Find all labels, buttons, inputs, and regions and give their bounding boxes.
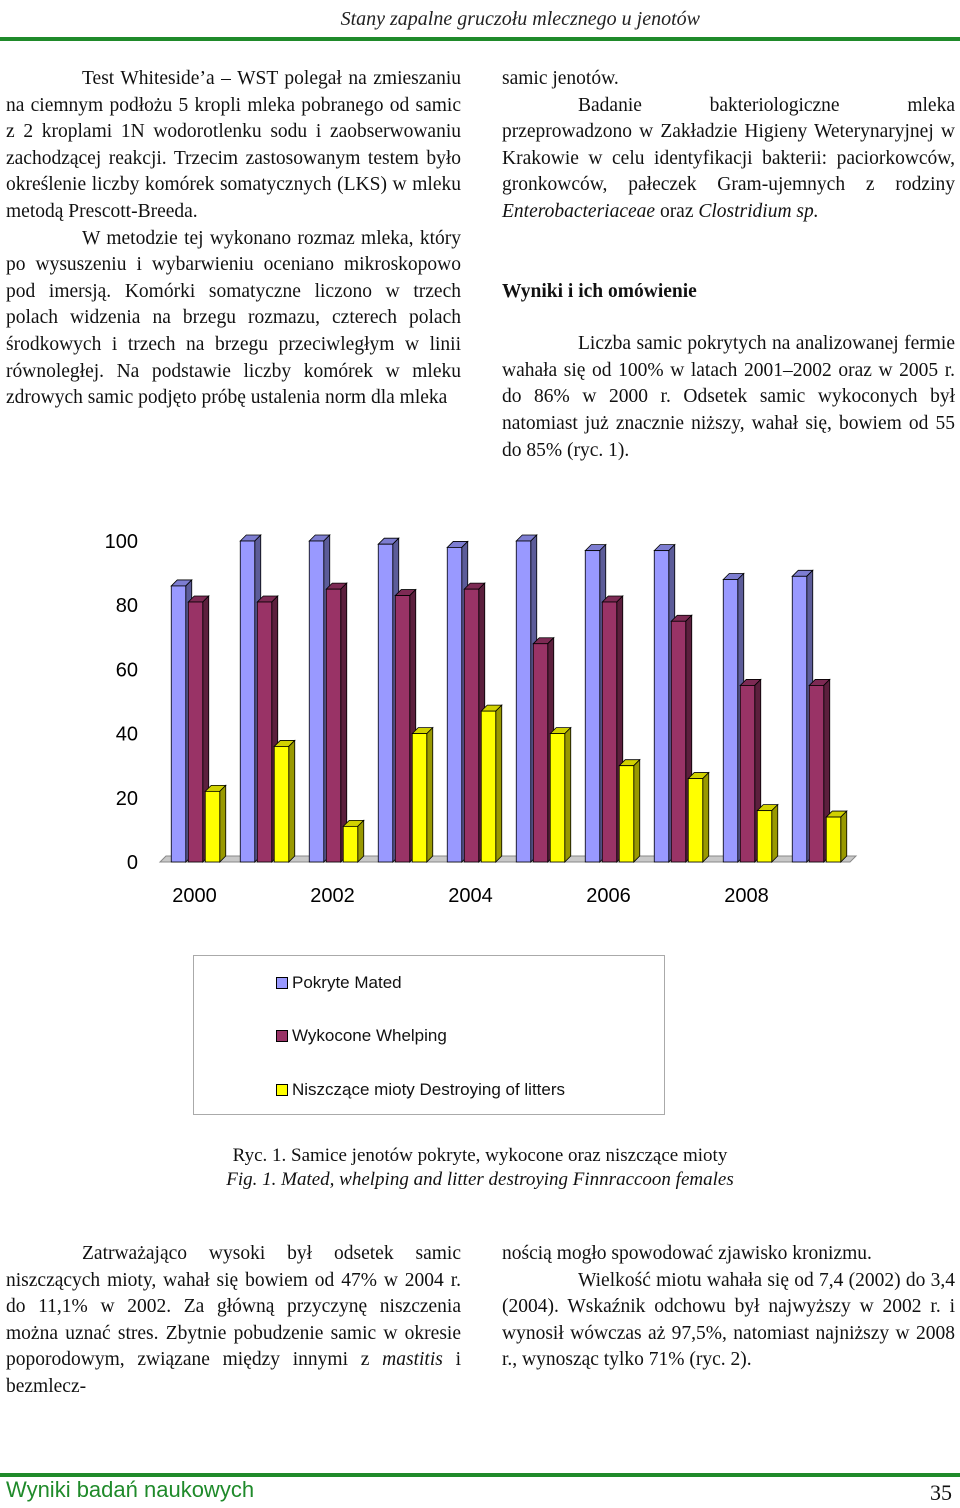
- bar-side: [427, 728, 433, 862]
- bar: [602, 602, 617, 862]
- legend-swatch: [276, 1084, 288, 1096]
- y-tick-label: 100: [104, 531, 138, 553]
- paragraph: Wielkość miotu wahała się od 7,4 (2002) do 3,4 (2004). Wskaźnik odchowu był najwyższy w 2002 r. i wynosił wówczas aż 97,5%, natomiast najniższy w 2008 r., wynosząc tylko 71% (ryc. 2).: [502, 1269, 955, 1371]
- legend-label: Pokryte Mated: [292, 973, 402, 992]
- bar-side: [565, 728, 571, 862]
- bar: [274, 746, 289, 862]
- bar: [481, 711, 496, 862]
- bar: [740, 685, 755, 862]
- bar: [378, 544, 393, 862]
- bar: [188, 602, 203, 862]
- bar-side: [496, 705, 502, 862]
- bar: [757, 811, 772, 862]
- legend-item: [276, 1080, 565, 1100]
- y-tick-label: 20: [115, 787, 138, 810]
- legend-label: Niszczące mioty Destroying of litters: [292, 1080, 566, 1099]
- bar-side: [341, 583, 347, 862]
- y-tick-label: 0: [126, 852, 138, 874]
- bar-side: [289, 740, 295, 862]
- y-tick-label: 80: [115, 595, 138, 618]
- x-tick-label: 2004: [448, 885, 493, 907]
- bar: [792, 576, 807, 862]
- paragraph: nością mogło spowodować zjawisko kronizmu.: [502, 1243, 872, 1264]
- running-title: Stany zapalne gruczołu mlecznego u jenotów: [340, 8, 700, 30]
- y-tick-label: 60: [115, 659, 138, 682]
- paragraph: Badanie bakteriologiczne mleka przeprowadzono w Zakładzie Higieny Weterynaryjnej w Krakowie w celu identyfikacji bakterii: paciorkowców, gronkowców, pałeczek Gram-ujemnych z rodziny Enterobacteriaceae oraz Clostridium sp.: [502, 94, 955, 222]
- header-rule: [0, 37, 960, 41]
- paragraph: Test Whiteside’a – WST polegał na zmieszaniu na ciemnym podłożu 5 kropli mleka pobranego od samic z 2 kroplami 1N wodorotlenku sodu i zaobserwowaniu zachodzącej reakcji. Trzecim zastosowanym testem było określenie liczby komórek somatycznych (LKS) w mleku metodą Prescott-Breeda.: [6, 68, 461, 222]
- figure-caption-pl: Ryc. 1. Samice jenotów pokryte, wykocone oraz niszczące mioty: [232, 1145, 728, 1166]
- bar: [516, 541, 531, 862]
- bar: [826, 817, 841, 862]
- page-number: 35: [930, 1480, 952, 1505]
- bar: [723, 580, 738, 862]
- legend-swatch: [276, 977, 288, 989]
- bar: [671, 621, 686, 862]
- bar-chart: [80, 515, 880, 935]
- bar-side: [358, 820, 364, 862]
- footer-section-title: Wyniki badań naukowych: [6, 1477, 255, 1502]
- section-heading: Wyniki i ich omówienie: [502, 280, 697, 302]
- legend-item: [276, 973, 402, 993]
- bar: [447, 547, 462, 862]
- bar: [240, 541, 255, 862]
- figure-caption-en: Fig. 1. Mated, whelping and litter destroying Finnraccoon females: [226, 1169, 734, 1190]
- left-column-top: [6, 66, 461, 412]
- paragraph: Zatrważająco wysoki był odsetek samic niszczących mioty, wahał się bowiem od 47% w 2004 r. do 11,1% w 2002. Za główną przyczynę niszczenia można uznać stres. Zbytnie pobudzenie samic w okresie poporodowym, związane między innymi z mastitis i bezmlecz-: [6, 1243, 462, 1397]
- chart-legend: [193, 955, 665, 1115]
- bar: [412, 734, 427, 862]
- y-tick-label: 40: [115, 723, 138, 746]
- taxon-name: Enterobacteriaceae: [502, 200, 656, 222]
- x-tick-label: 2000: [172, 885, 217, 907]
- bar: [585, 551, 600, 862]
- bar: [619, 766, 634, 862]
- x-tick-label: 2002: [310, 885, 355, 907]
- bar: [550, 734, 565, 862]
- legend-item: [276, 1026, 447, 1046]
- x-tick-label: 2006: [586, 885, 631, 907]
- paragraph: samic jenotów.: [502, 68, 619, 89]
- taxon-name: Clostridium sp.: [698, 200, 819, 222]
- bar: [171, 586, 186, 862]
- bar-side: [634, 760, 640, 862]
- right-column-bottom: [502, 1241, 955, 1374]
- bar: [688, 779, 703, 862]
- bar: [654, 551, 669, 862]
- term: mastitis: [382, 1349, 443, 1371]
- bar-side: [772, 805, 778, 862]
- bar-side: [703, 773, 709, 862]
- bar: [809, 685, 824, 862]
- left-column-bottom: [6, 1241, 461, 1401]
- paragraph: W metodzie tej wykonano rozmaz mleka, który po wysuszeniu i wybarwieniu oceniano mikroskopowo pod imersją. Komórki somatyczne liczono w trzech polach widzenia na brzegu rozmazu, czterech polach środkowych i trzech na brzegu przeciwległym w linii równoległej. Na podstawie liczby komórek w mleku zdrowych samic podjęto próbę ustalenia norm dla mleka: [6, 227, 461, 409]
- bar: [343, 826, 358, 862]
- right-column-top: [502, 66, 955, 464]
- paragraph: Liczba samic pokrytych na analizowanej fermie wahała się od 100% w latach 2001–2002 oraz w 2005 r. do 86% w 2000 r. Odsetek samic wykoconych był natomiast już znacznie niższy, wahał się, bowiem od 55 do 85% (ryc. 1).: [502, 333, 955, 461]
- bar: [464, 589, 479, 862]
- bar-side: [841, 811, 847, 862]
- x-tick-label: 2008: [724, 885, 769, 907]
- bar-side: [220, 785, 226, 862]
- bar: [395, 596, 410, 862]
- bar: [533, 644, 548, 862]
- legend-swatch: [276, 1030, 288, 1042]
- bar: [326, 589, 341, 862]
- bar: [205, 791, 220, 862]
- bar: [309, 541, 324, 862]
- chart-canvas: [80, 515, 880, 935]
- bar: [257, 602, 272, 862]
- legend-label: Wykocone Whelping: [292, 1026, 447, 1045]
